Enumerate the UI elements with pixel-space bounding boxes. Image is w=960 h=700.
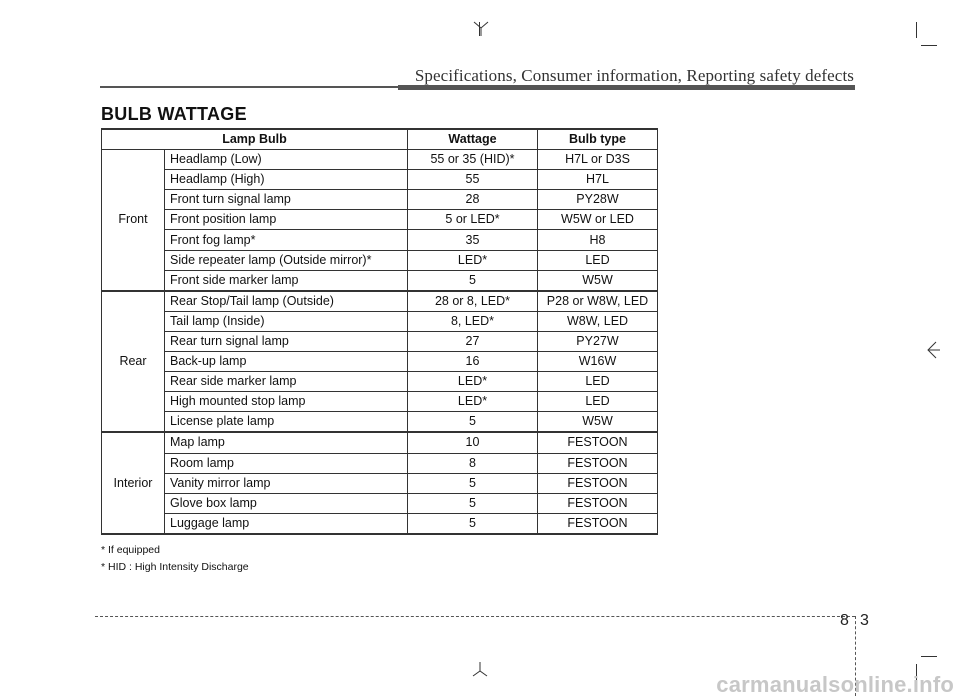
table-row <box>102 412 658 433</box>
lamp-name-cell: Side repeater lamp (Outside mirror)* <box>165 250 408 270</box>
table-row <box>102 210 658 230</box>
lamp-name-cell: Headlamp (High) <box>165 170 408 190</box>
footer-dashed-rule <box>95 616 855 617</box>
bulb-type-cell: H7L or D3S <box>538 150 658 170</box>
wattage-cell: 28 <box>408 190 538 210</box>
wattage-cell: LED* <box>408 372 538 392</box>
bulb-type-cell: LED <box>538 392 658 412</box>
crop-mark-top-center-tick <box>471 20 490 30</box>
wattage-cell: 16 <box>408 352 538 372</box>
table-row <box>102 392 658 412</box>
table-row <box>102 331 658 351</box>
table-row <box>102 352 658 372</box>
wattage-cell: 28 or 8, LED* <box>408 291 538 312</box>
bulb-type-cell: W16W <box>538 352 658 372</box>
bulb-type-cell: FESTOON <box>538 473 658 493</box>
wattage-cell: 55 <box>408 170 538 190</box>
table-row <box>102 230 658 250</box>
column-header-bulb-type: Bulb type <box>538 129 658 150</box>
column-header-wattage: Wattage <box>408 129 538 150</box>
bulb-type-cell: PY27W <box>538 331 658 351</box>
bulb-type-cell: LED <box>538 250 658 270</box>
table-row <box>102 372 658 392</box>
lamp-name-cell: Luggage lamp <box>165 513 408 534</box>
lamp-name-cell: Vanity mirror lamp <box>165 473 408 493</box>
wattage-cell: LED* <box>408 392 538 412</box>
table-row <box>102 311 658 331</box>
lamp-name-cell: Rear side marker lamp <box>165 372 408 392</box>
table-row <box>102 291 658 312</box>
wattage-cell: 27 <box>408 331 538 351</box>
watermark: carmanualsonline.info <box>716 672 954 697</box>
bulb-type-cell: FESTOON <box>538 432 658 453</box>
table-row <box>102 432 658 453</box>
crop-mark-top-right-h <box>921 45 937 46</box>
crop-mark-right-middle <box>924 340 940 360</box>
wattage-cell: LED* <box>408 250 538 270</box>
crop-tick-icon <box>924 340 940 360</box>
table-row <box>102 150 658 170</box>
group-label: Rear <box>102 291 165 433</box>
crop-mark-bottom-center <box>471 662 489 678</box>
bulb-type-cell: W5W <box>538 412 658 433</box>
wattage-cell: 5 <box>408 270 538 291</box>
header-rule <box>100 86 398 88</box>
lamp-name-cell: Rear turn signal lamp <box>165 331 408 351</box>
lamp-name-cell: Headlamp (Low) <box>165 150 408 170</box>
wattage-cell: 10 <box>408 432 538 453</box>
chapter-header-title: Specifications, Consumer information, Reporting safety defects <box>414 66 854 85</box>
table-row <box>102 250 658 270</box>
crop-mark-bottom-right-h <box>921 656 937 657</box>
page-number: 3 <box>860 612 869 629</box>
crop-tick-icon <box>471 662 489 678</box>
lamp-name-cell: Back-up lamp <box>165 352 408 372</box>
bulb-type-cell: PY28W <box>538 190 658 210</box>
wattage-cell: 5 <box>408 493 538 513</box>
chapter-number: 8 <box>840 612 849 629</box>
table-row <box>102 473 658 493</box>
lamp-name-cell: Glove box lamp <box>165 493 408 513</box>
lamp-name-cell: Front fog lamp* <box>165 230 408 250</box>
table-body <box>102 150 658 534</box>
lamp-name-cell: License plate lamp <box>165 412 408 433</box>
bulb-type-cell: W5W <box>538 270 658 291</box>
table-row <box>102 170 658 190</box>
bulb-wattage-table <box>101 128 658 535</box>
lamp-name-cell: Room lamp <box>165 453 408 473</box>
section-title: BULB WATTAGE <box>101 104 247 124</box>
footnote-if-equipped: * If equipped <box>101 544 160 556</box>
crop-tick-icon <box>472 20 490 36</box>
lamp-name-cell: Front side marker lamp <box>165 270 408 291</box>
wattage-cell: 5 <box>408 473 538 493</box>
wattage-cell: 35 <box>408 230 538 250</box>
table-row <box>102 513 658 534</box>
lamp-name-cell: Front turn signal lamp <box>165 190 408 210</box>
lamp-name-cell: Front position lamp <box>165 210 408 230</box>
lamp-name-cell: Tail lamp (Inside) <box>165 311 408 331</box>
bulb-type-cell: LED <box>538 372 658 392</box>
table-row <box>102 453 658 473</box>
header-rule-thick <box>398 85 855 90</box>
wattage-cell: 8, LED* <box>408 311 538 331</box>
table-row <box>102 270 658 291</box>
wattage-cell: 5 or LED* <box>408 210 538 230</box>
bulb-type-cell: FESTOON <box>538 513 658 534</box>
table-header-row <box>102 129 658 150</box>
lamp-name-cell: Map lamp <box>165 432 408 453</box>
crop-mark-top-right-v <box>916 22 917 38</box>
wattage-cell: 8 <box>408 453 538 473</box>
bulb-type-cell: FESTOON <box>538 493 658 513</box>
footnote-hid: * HID : High Intensity Discharge <box>101 561 249 573</box>
lamp-name-cell: Rear Stop/Tail lamp (Outside) <box>165 291 408 312</box>
bulb-type-cell: W8W, LED <box>538 311 658 331</box>
lamp-name-cell: High mounted stop lamp <box>165 392 408 412</box>
table-row <box>102 190 658 210</box>
wattage-cell: 5 <box>408 412 538 433</box>
bulb-type-cell: H8 <box>538 230 658 250</box>
group-label: Front <box>102 150 165 291</box>
bulb-type-cell: FESTOON <box>538 453 658 473</box>
wattage-cell: 5 <box>408 513 538 534</box>
bulb-type-cell: H7L <box>538 170 658 190</box>
group-label: Interior <box>102 432 165 533</box>
bulb-type-cell: W5W or LED <box>538 210 658 230</box>
column-header-lamp-bulb: Lamp Bulb <box>102 129 408 150</box>
table-row <box>102 493 658 513</box>
bulb-type-cell: P28 or W8W, LED <box>538 291 658 312</box>
wattage-cell: 55 or 35 (HID)* <box>408 150 538 170</box>
